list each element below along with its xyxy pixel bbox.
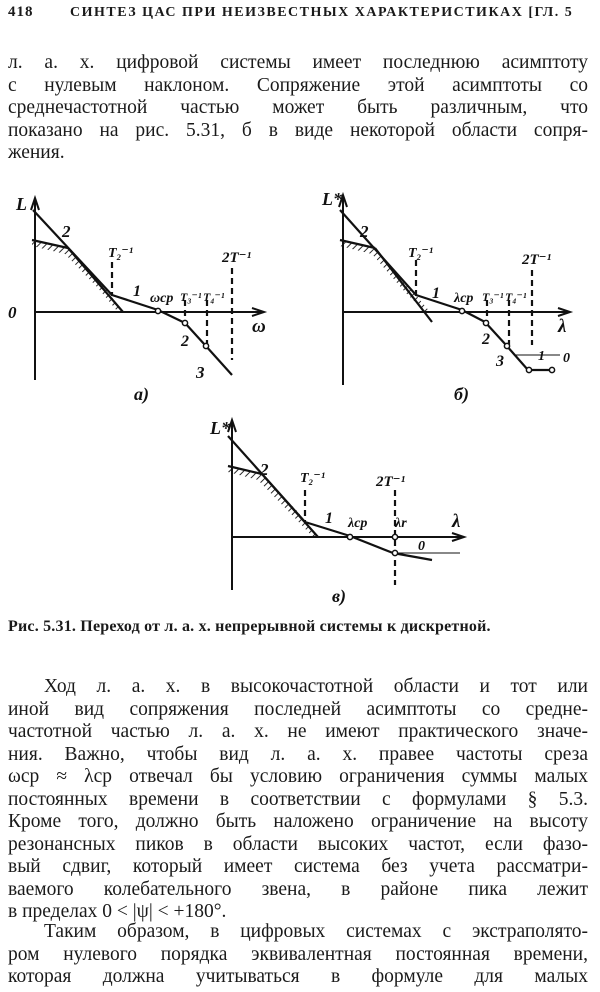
text-line: жения. [8,142,65,163]
asymptote-3 [205,345,232,375]
label-t3: T₃⁻¹ [482,290,504,304]
crossover-point [155,308,160,313]
line-label-2: 2 [260,460,269,479]
line-label-3: 3 [496,353,504,370]
label-2t: 2T⁻¹ [522,252,552,268]
y-axis-label: L [16,194,27,214]
corner-point [549,367,554,372]
page-header [8,4,592,26]
panel-letter-a: а) [134,384,149,404]
label-2t: 2T⁻¹ [222,250,252,266]
asymptote-2 [33,210,112,295]
x-axis-label: λ [558,316,567,337]
line-label-3: 3 [196,363,205,382]
label-t4: T₄⁻¹ [505,290,527,304]
text-line: которая должна учитываться в формуле для малых [8,966,588,987]
crossover-point [459,308,464,313]
corner-point [392,534,397,539]
label-t3: T₃⁻¹ [180,290,202,304]
corner-point [483,320,488,325]
text-line: постоянных времени в соответствии с формулами § 5.3. [8,788,588,810]
corner-point [392,550,397,555]
page-number: 418 [8,4,34,20]
label-2t: 2T⁻¹ [376,474,406,490]
crossover-point [347,534,352,539]
x-axis-label: ω [252,316,266,337]
text-line: частотной частью л. а. х. не имеют практического значе- [8,721,588,742]
asymptote-2 [340,210,416,295]
running-title: СИНТЕЗ ЦАС ПРИ НЕИЗВЕСТНЫХ ХАРАКТЕРИСТИКАХ [ГЛ. 5 [70,5,574,20]
text-line: иной вид сопряжения последней асимптоты со средне- [8,698,588,720]
corner-point [203,343,208,348]
figure-caption: Рис. 5.31. Переход от л. а. х. непрерывной системы к дискретной. [8,618,491,635]
panel-a [8,194,266,405]
label-lr: λr [395,516,407,531]
paragraph-1 [8,52,588,165]
text-line: ωср ≈ λср отвечал бы условию ограничения суммы малых [8,766,588,787]
asymptote-3 [506,345,528,370]
panel-c [209,418,464,607]
paragraph-3 [8,921,588,989]
label-lcp: λср [348,516,368,531]
line-label-1b: 1 [538,349,545,364]
text-line: ваемого колебательного звена, в районе пика лежит [8,878,588,900]
point-label-2: 2 [482,331,490,348]
line-label-0: 0 [563,351,570,366]
panel-b [321,189,570,405]
line-label-1: 1 [432,285,440,302]
corner-point [526,367,531,372]
figure-5-31 [0,175,600,615]
text-line: в пределах 0 < |ψ| < +180°. [8,901,227,922]
text-line: показано на рис. 5.31, б в виде некоторой области сопря- [8,119,588,141]
line-label-1: 1 [325,510,333,527]
label-wcp: ωср [150,291,174,306]
label-t2: T₂⁻¹ [300,471,326,486]
panel-letter-c: в) [332,586,347,606]
y-axis-label: L* [322,189,342,209]
paragraph-2 [8,676,588,924]
label-lcp: λср [454,291,474,306]
asymptote-1 [350,536,393,553]
line-label-1: 1 [133,283,141,300]
asymptote-2 [228,436,305,522]
x-axis-label: λ [452,511,461,532]
text-line: Кроме того, должно быть наложено ограничение на высоту [8,811,588,832]
label-t4: T₄⁻¹ [203,290,225,304]
text-line: ния. Важно, чтобы вид л. а. х. правее частоты среза [8,743,588,765]
asymptote-0 [393,553,432,560]
corner-point [504,343,509,348]
label-t2: T₂⁻¹ [408,246,434,261]
line-label-2: 2 [62,222,71,241]
text-line: вый сдвиг, который имеет система без учета рассматри- [8,856,588,877]
text-line: Ход л. а. х. в высокочастотной области и тот или [44,676,588,697]
line-label-2: 2 [360,222,369,241]
text-line: среднечастотной частью может быть различным, что [8,97,588,118]
y-axis-label: L* [210,418,230,438]
text-line: резонансных пиков в области высоких частот, если фазо- [8,833,588,855]
label-t2: T₂⁻¹ [108,246,134,261]
point-label-2: 2 [181,333,189,350]
panel-letter-b: б) [454,384,469,404]
line-label-0: 0 [418,539,425,554]
text-line: ром нулевого порядка эквивалентная постоянная времени, [8,943,588,965]
origin-label: 0 [8,303,17,322]
text-line: Таким образом, в цифровых системах с экстраполято- [44,921,588,942]
text-line: с нулевым наклоном. Сопряжение этой асимптоты со [8,74,588,96]
corner-point [182,320,187,325]
text-line: л. а. х. цифровой системы имеет последнюю асимптоту [8,52,588,73]
